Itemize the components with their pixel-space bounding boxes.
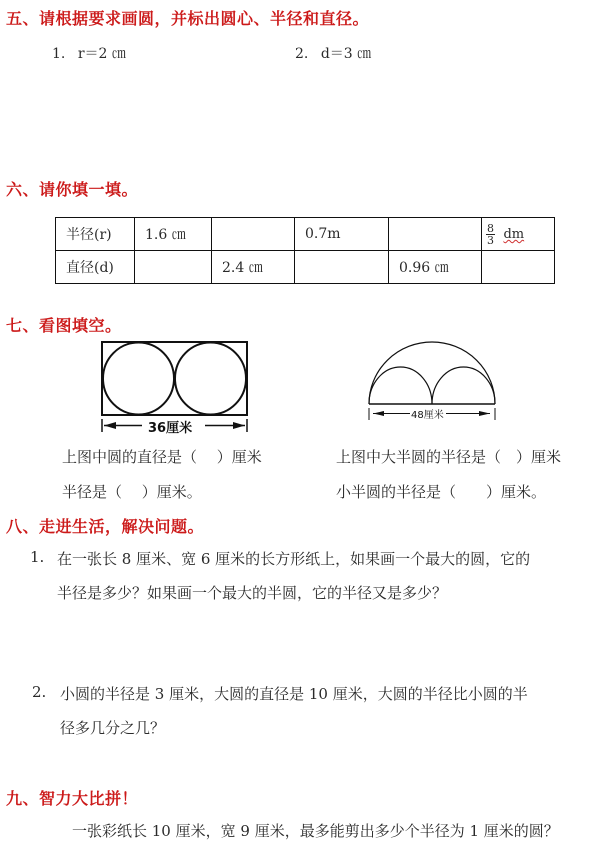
fraction-unit: dm xyxy=(503,227,525,242)
problem-2-line-1: 小圆的半径是 3 厘米，大圆的直径是 10 厘米，大圆的半径比小圆的半 xyxy=(60,685,528,703)
table-cell[interactable]: 0.96 ㎝ xyxy=(389,251,482,284)
figure2-question-1: 上图中大半圆的半径是（ ）厘米 xyxy=(336,448,562,466)
section9-title: 九、智力大比拼！ xyxy=(6,789,139,808)
row-label: 半径(r) xyxy=(56,218,135,251)
figure1-question-1: 上图中圆的直径是（ ）厘米 xyxy=(62,448,262,466)
section7-title: 七、看图填空。 xyxy=(6,316,122,335)
figure1-length-label: 36厘米 xyxy=(148,421,193,436)
section8-title: 八、走进生活，解决问题。 xyxy=(6,517,205,536)
problem-2-number: 2. xyxy=(32,683,47,701)
item-number: 1. xyxy=(52,46,66,62)
figure1-question-2: 半径是（ ）厘米。 xyxy=(62,483,202,501)
section9-question: 一张彩纸长 10 厘米，宽 9 厘米，最多能剪出多少个半径为 1 厘米的圆？ xyxy=(72,822,559,840)
problem-2-line-2: 径多几分之几？ xyxy=(60,719,166,737)
table-cell[interactable]: 0.7m xyxy=(295,218,389,251)
figure2-question-2: 小半圆的半径是（ ）厘米。 xyxy=(336,483,547,501)
problem-1-number: 1. xyxy=(30,548,45,566)
problem-1-line-2: 半径是多少？如果画一个最大的半圆，它的半径又是多少？ xyxy=(57,584,448,602)
table-cell[interactable]: 2.4 ㎝ xyxy=(212,251,295,284)
item-number: 2. xyxy=(295,46,309,62)
fraction: $\frac{8}{3}$ xyxy=(487,221,494,247)
item-text: d＝3 ㎝ xyxy=(320,46,372,62)
section5-title: 五、请根据要求画圆，并标出圆心、半径和直径。 xyxy=(6,9,370,28)
table-cell[interactable]: 1.6 ㎝ xyxy=(135,218,212,251)
problem-1-line-1: 在一张长 8 厘米、宽 6 厘米的长方形纸上，如果画一个最大的圆，它的 xyxy=(57,550,531,568)
item-text: r＝2 ㎝ xyxy=(77,46,126,62)
section6-title: 六、请你填一填。 xyxy=(6,180,139,199)
row-label: 直径(d) xyxy=(56,251,135,284)
figure2-length-label: 48厘米 xyxy=(411,410,444,421)
